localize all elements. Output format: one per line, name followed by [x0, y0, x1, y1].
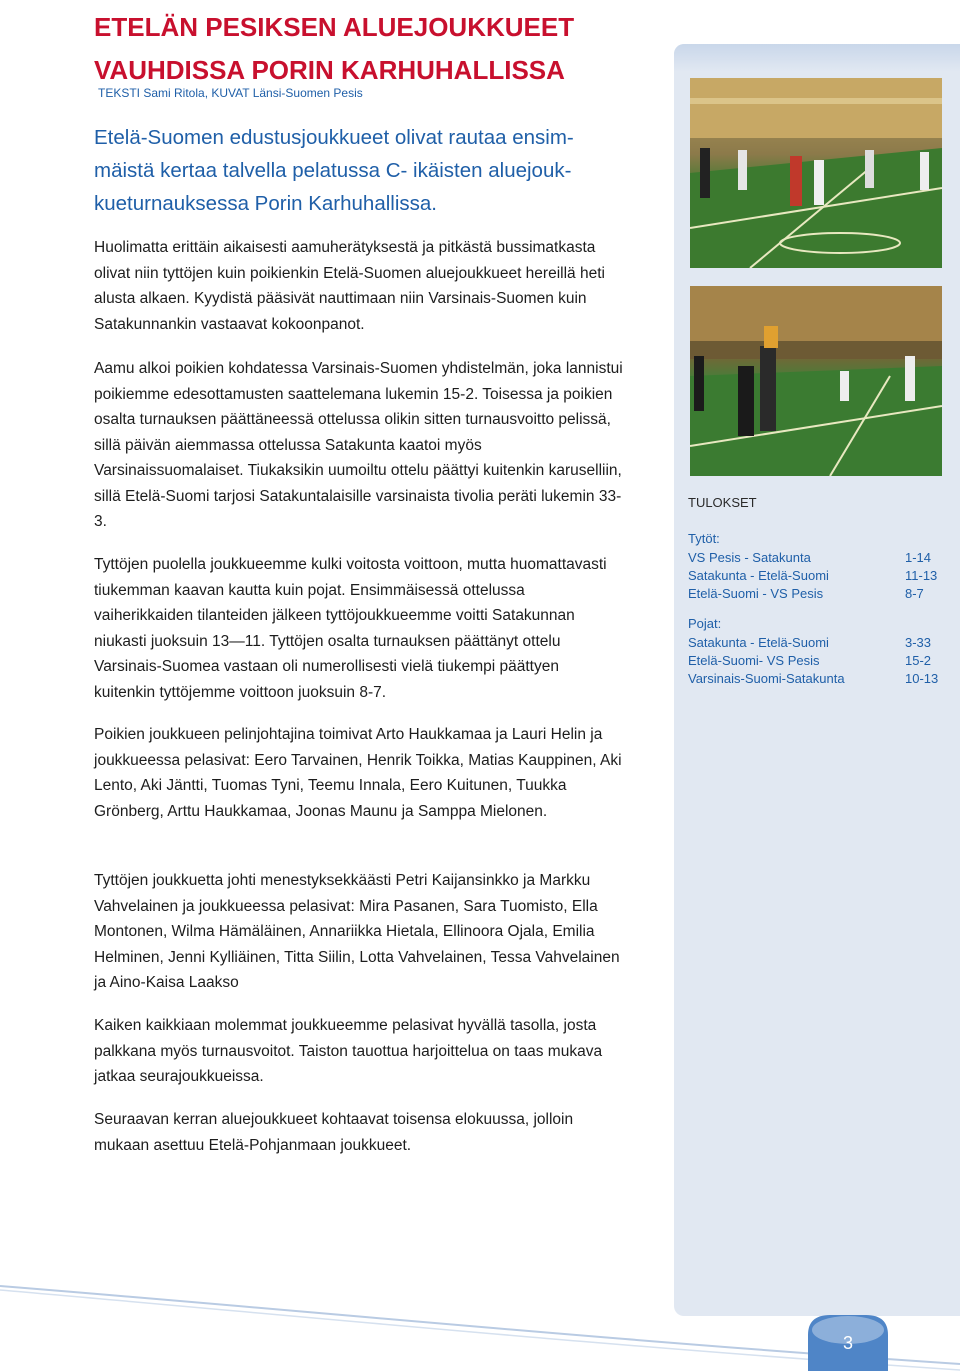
result-match: Varsinais-Suomi-Satakunta — [688, 671, 845, 687]
article-credits: TEKSTI Sami Ritola, KUVAT Länsi-Suomen Pesis — [98, 86, 363, 100]
article-lead: Etelä-Suomen edustusjoukkueet olivat rautaa ensim-mäistä kertaa talvella pelatussa C- ikäisten aluejouk-kueturnauksessa Porin Karhuhallissa. — [94, 126, 574, 215]
photo-game-action-2 — [690, 286, 942, 476]
title-line-1: ETELÄN PESIKSEN ALUEJOUKKUEET — [94, 12, 575, 42]
results-box — [688, 494, 948, 689]
result-row — [688, 652, 948, 670]
results-heading: TULOKSET — [688, 495, 757, 510]
result-match: Etelä-Suomi - VS Pesis — [688, 586, 824, 602]
result-score: 15-2 — [905, 653, 932, 669]
result-row — [688, 549, 948, 567]
photo-game-action-1 — [690, 78, 942, 268]
result-score: 10-13 — [905, 671, 939, 687]
paragraph-intro-a: Huolimatta erittäin aikaisesti aamuherätyksestä ja pitkästä bussimatkasta olivat niin tyttöjen kuin poikienkin Etelä-Suomen aluejoukkueet hereillä heti alusta alkaen. — [94, 239, 605, 307]
article-title — [94, 6, 654, 92]
result-match: Satakunta - Etelä-Suomi — [688, 567, 829, 583]
result-score: 1-14 — [905, 549, 932, 565]
paragraph-boys-roster: Poikien joukkueen pelinjohtajina toimivat Arto Haukkamaa ja Lauri Helin ja joukkueessa pelasivat: Eero Tarvainen, Henrik Toikka, Matias Kauppinen, Aki Lento, Aki Jäntti, Tuomas Tyni, Teemu Innala, Eero Kuitunen, Tuukka Grönberg, Arttu Haukkamaa, Joonas Maunu ja Samppa Mielonen. — [94, 726, 622, 820]
result-row — [688, 634, 948, 652]
paragraph-intro — [94, 235, 624, 337]
result-score: 11-13 — [905, 567, 938, 583]
result-match: Etelä-Suomi- VS Pesis — [688, 653, 820, 669]
title-line-2: VAUHDISSA PORIN KARHUHALLISSA — [94, 55, 565, 85]
result-score: 8-7 — [905, 586, 924, 602]
paragraph-next-event: Seuraavan kerran aluejoukkueet kohtaavat toisensa elokuussa, jolloin mukaan asettuu Etelä-Pohjanmaan joukkueet. — [94, 1111, 574, 1154]
result-row — [688, 585, 948, 603]
result-score: 3-33 — [905, 634, 932, 650]
result-row — [688, 567, 948, 585]
paragraph-girls-roster: Tyttöjen joukkuetta johti menestyksekkäästi Petri Kaijansinkko ja Markku Vahvelainen ja joukkueessa pelasivat: Mira Pasanen, Sara Tuomisto, Ella Montonen, Wilma Hämäläinen, Annariikka Hietala, Ellinoora Ojala, Emilia Helminen, Jenni Kylliäinen, Titta Siilin, Lotta Vahvelainen, Tessa Vahvelainen ja Aino-Kaisa Laakso — [94, 872, 620, 991]
sidebar-header-band — [674, 44, 960, 72]
results-girls-label: Tytöt: — [688, 531, 720, 547]
result-match: VS Pesis - Satakunta — [688, 549, 811, 565]
paragraph-boys-games: Aamu alkoi poikien kohdatessa Varsinais-Suomen yhdistelmän, joka lannistui poikiemme edesottamusten saattelemana lukemin 15-2. Toisessa ja poikien osalta turnauksen päättäneessä ottelussa olikin sitten turnausvoitto pelissä, sillä päivän aiemmassa ottelussa Satakunta kaatoi myös Varsinaissuomalaiset. Tiukaksikin uumoiltu ottelu päättyi kuitenkin karuselliin, sillä Etelä-Suomi tarjosi Satakuntalaisille varsinaista tivolia peräti lukemin 33-3. — [94, 360, 623, 530]
paragraph-girls-games: Tyttöjen puolella joukkueemme kulki voitosta voittoon, mutta huomattavasti tiukemman kaavan kautta kuin pojat. Ensimmäisessä ottelussa vaiherikkaiden tilanteiden jälkeen tyttöjoukkueemme voitti Satakunnan niukasti juoksuin 13—11. Tyttöjen osalta turnauksen päättänyt ottelu Varsinais-Suomea vastaan oli numerollisesti vielä tiukempi päättyen kuitenkin tyttöjemme voittoon juoksuin 8-7. — [94, 556, 607, 701]
page-number: 3 — [842, 1333, 853, 1353]
result-row — [688, 670, 948, 688]
result-match: Satakunta - Etelä-Suomi — [688, 634, 829, 650]
results-boys-label: Pojat: — [688, 616, 722, 632]
paragraph-intro-b: Kyydistä pääsivät nauttimaan niin Varsinais-Suomen kuin Satakunnankin vastaavat kokoonpanot. — [94, 290, 587, 333]
paragraph-summary: Kaiken kaikkiaan molemmat joukkueemme pelasivat hyvällä tasolla, josta palkkana myös turnausvoitot. Taiston tauottua harjoittelua on taas mukava jatkaa seurajoukkueissa. — [94, 1017, 603, 1085]
